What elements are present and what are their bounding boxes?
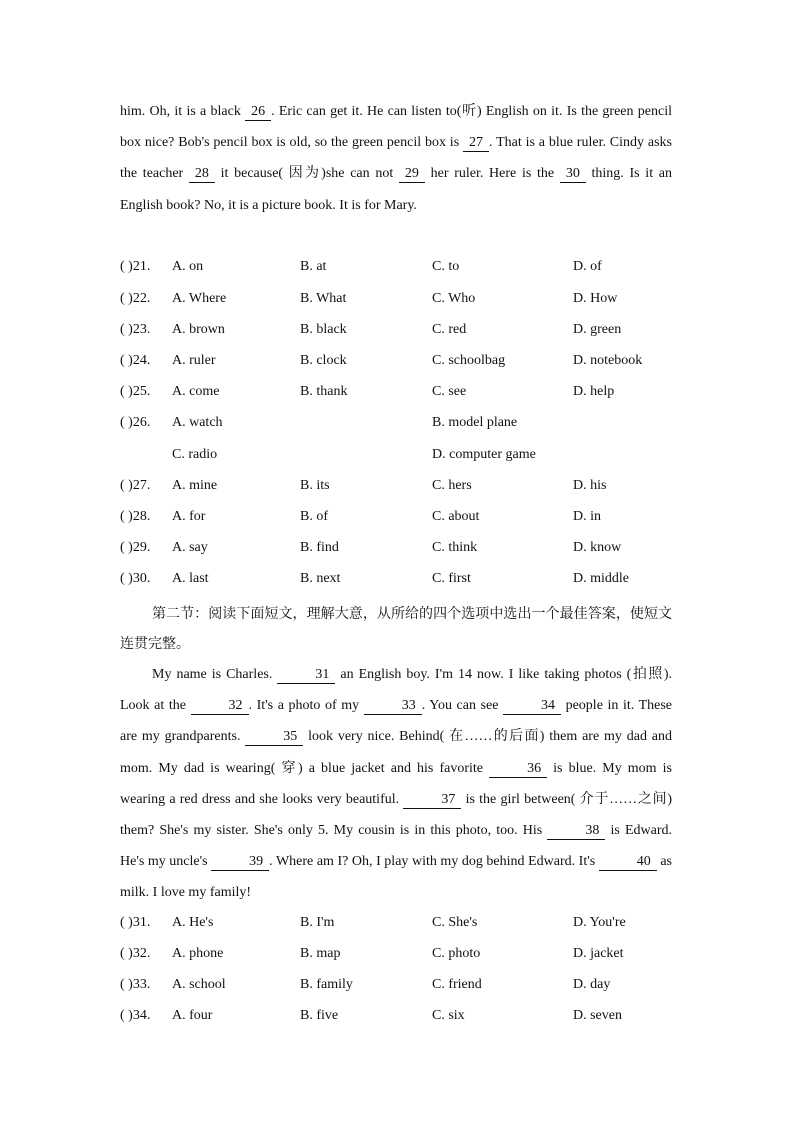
option-d[interactable]: D. middle — [573, 571, 629, 586]
blank-31[interactable]: 31 — [277, 667, 335, 684]
option-a[interactable]: A. on — [172, 259, 204, 274]
option-a[interactable]: A. say — [172, 540, 208, 555]
option-b[interactable]: B. I'm — [300, 915, 335, 930]
option-a[interactable]: A. brown — [172, 322, 225, 337]
question-row — [120, 915, 680, 935]
question-row-26-continued — [120, 447, 680, 467]
option-c[interactable]: C. schoolbag — [432, 353, 506, 368]
question-row — [120, 322, 680, 342]
blank-27[interactable]: 27 — [463, 135, 489, 152]
question-row — [120, 509, 680, 529]
option-d[interactable]: D. of — [573, 259, 602, 274]
passage-text: him. Oh, it is a black — [120, 104, 246, 119]
passage-text: is blue. My mom is wearing a red dress and she looks very beautiful. — [120, 760, 672, 807]
option-c[interactable]: C. to — [432, 259, 460, 274]
question-row — [120, 946, 680, 966]
passage-2 — [120, 659, 672, 909]
option-c[interactable]: C. Who — [432, 291, 476, 306]
blank-28[interactable]: 28 — [189, 166, 215, 183]
passage-text: . That is a blue ruler. Cindy asks the teacher — [120, 135, 672, 182]
blank-39[interactable]: 39 — [211, 854, 269, 871]
passage-text: My name is Charles. — [152, 667, 278, 682]
question-number[interactable]: ( )23. — [120, 322, 151, 337]
question-number[interactable]: ( )21. — [120, 259, 151, 274]
passage-text: is the girl between( 介于……之间) them? She's my sister. She's only 5. My cousin is in this photo, too. His — [120, 791, 672, 839]
option-c[interactable]: C. first — [432, 571, 471, 586]
question-number[interactable]: ( )24. — [120, 353, 151, 368]
question-row — [120, 478, 680, 498]
question-number[interactable]: ( )31. — [120, 915, 151, 930]
question-number[interactable]: ( )30. — [120, 571, 151, 586]
blank-35[interactable]: 35 — [245, 729, 303, 746]
question-row — [120, 259, 680, 279]
option-d[interactable]: D. his — [573, 478, 607, 493]
option-d[interactable]: D. computer game — [432, 447, 536, 462]
blank-30[interactable]: 30 — [560, 166, 586, 183]
option-c[interactable]: C. radio — [172, 447, 218, 462]
option-b[interactable]: B. What — [300, 291, 347, 306]
option-c[interactable]: C. red — [432, 322, 467, 337]
question-row — [120, 571, 680, 591]
question-number[interactable]: ( )26. — [120, 415, 151, 430]
option-d[interactable]: D. help — [573, 384, 615, 399]
option-b[interactable]: B. next — [300, 571, 341, 586]
option-b[interactable]: B. model plane — [432, 415, 518, 430]
question-row — [120, 291, 680, 311]
option-c[interactable]: C. think — [432, 540, 478, 555]
question-number[interactable]: ( )32. — [120, 946, 151, 961]
option-a[interactable]: A. mine — [172, 478, 218, 493]
option-b[interactable]: B. family — [300, 977, 353, 992]
passage-text: people in it. These are my grandparents. — [120, 698, 673, 745]
passage-text: thing. Is it an English book? No, it is a picture book. It is for Mary. — [120, 166, 672, 213]
passage-text: is Edward. He's my uncle's — [120, 823, 672, 870]
passage-text: look very nice. Behind( 在……的后面) them are my dad and mom. My dad is wearing( 穿) a blue jacket and his favorite — [120, 729, 672, 776]
option-c[interactable]: C. about — [432, 509, 480, 524]
option-d[interactable]: D. know — [573, 540, 622, 555]
passage-text: as milk. I love my family! — [120, 854, 672, 901]
question-number[interactable]: ( )22. — [120, 291, 151, 306]
option-d[interactable]: D. day — [573, 977, 611, 992]
passage-text: . Eric can get it. He can listen to(听) English on it. Is the green pencil box nice? Bob's pencil box is old, so the green pencil box is — [120, 104, 672, 151]
option-b[interactable]: B. clock — [300, 353, 347, 368]
question-number[interactable]: ( )25. — [120, 384, 151, 399]
option-d[interactable]: D. jacket — [573, 946, 624, 961]
option-b[interactable]: B. five — [300, 1008, 339, 1023]
option-c[interactable]: C. She's — [432, 915, 478, 930]
passage-text: . Where am I? Oh, I play with my dog behind Edward. It's — [269, 854, 599, 870]
option-a[interactable]: A. phone — [172, 946, 224, 961]
option-a[interactable]: A. school — [172, 977, 226, 992]
option-c[interactable]: C. see — [432, 384, 467, 399]
passage-text: . It's a photo of my — [248, 698, 364, 714]
option-b[interactable]: B. black — [300, 322, 347, 337]
question-number[interactable]: ( )27. — [120, 478, 151, 493]
question-number[interactable]: ( )33. — [120, 977, 151, 992]
option-a[interactable]: A. for — [172, 509, 206, 524]
question-number[interactable]: ( )34. — [120, 1008, 151, 1023]
option-b[interactable]: B. thank — [300, 384, 348, 399]
question-row — [120, 977, 680, 997]
option-c[interactable]: C. six — [432, 1008, 465, 1023]
question-row — [120, 384, 680, 404]
option-c[interactable]: C. hers — [432, 478, 472, 493]
passage-text: her ruler. Here is the — [424, 166, 560, 182]
option-d[interactable]: D. seven — [573, 1008, 622, 1023]
blank-26[interactable]: 26 — [245, 104, 271, 121]
option-d[interactable]: D. in — [573, 509, 601, 524]
question-row-26 — [120, 415, 680, 435]
passage-1 — [120, 96, 672, 221]
blank-29[interactable]: 29 — [399, 166, 425, 183]
blank-32[interactable]: 32 — [191, 698, 249, 715]
passage-text: . You can see — [421, 698, 504, 714]
option-a[interactable]: A. last — [172, 571, 209, 586]
option-d[interactable]: D. green — [573, 322, 622, 337]
question-number[interactable]: ( )29. — [120, 540, 151, 555]
passage-text: it because( 因为)she can not — [214, 166, 399, 182]
section-heading: 第二节：阅读下面短文，理解大意，从所给的四个选项中选出一个最佳答案，使短文连贯完整。 — [120, 606, 672, 652]
option-a[interactable]: A. ruler — [172, 353, 216, 368]
option-b[interactable]: B. its — [300, 478, 330, 493]
blank-40[interactable]: 40 — [599, 854, 657, 871]
blank-37[interactable]: 37 — [403, 792, 461, 809]
option-a[interactable]: A. He's — [172, 915, 214, 930]
option-a[interactable]: A. come — [172, 384, 220, 399]
option-b[interactable]: B. find — [300, 540, 339, 555]
blank-34[interactable]: 34 — [503, 698, 561, 715]
question-number[interactable]: ( )28. — [120, 509, 151, 524]
option-d[interactable]: D. You're — [573, 915, 626, 930]
option-a[interactable]: A. Where — [172, 291, 227, 306]
passage-text: an English boy. I'm 14 now. I like taking photos (拍照). Look at the — [120, 667, 672, 714]
option-c[interactable]: C. photo — [432, 946, 481, 961]
option-c[interactable]: C. friend — [432, 977, 482, 992]
question-row — [120, 353, 680, 373]
option-a[interactable]: A. four — [172, 1008, 213, 1023]
blank-33[interactable]: 33 — [364, 698, 422, 715]
blank-36[interactable]: 36 — [489, 761, 547, 778]
question-row — [120, 540, 680, 560]
option-b[interactable]: B. of — [300, 509, 328, 524]
option-b[interactable]: B. at — [300, 259, 327, 274]
option-d[interactable]: D. notebook — [573, 353, 643, 368]
option-a[interactable]: A. watch — [172, 415, 223, 430]
blank-38[interactable]: 38 — [547, 823, 605, 840]
option-d[interactable]: D. How — [573, 291, 618, 306]
question-row — [120, 1008, 680, 1028]
option-b[interactable]: B. map — [300, 946, 341, 961]
